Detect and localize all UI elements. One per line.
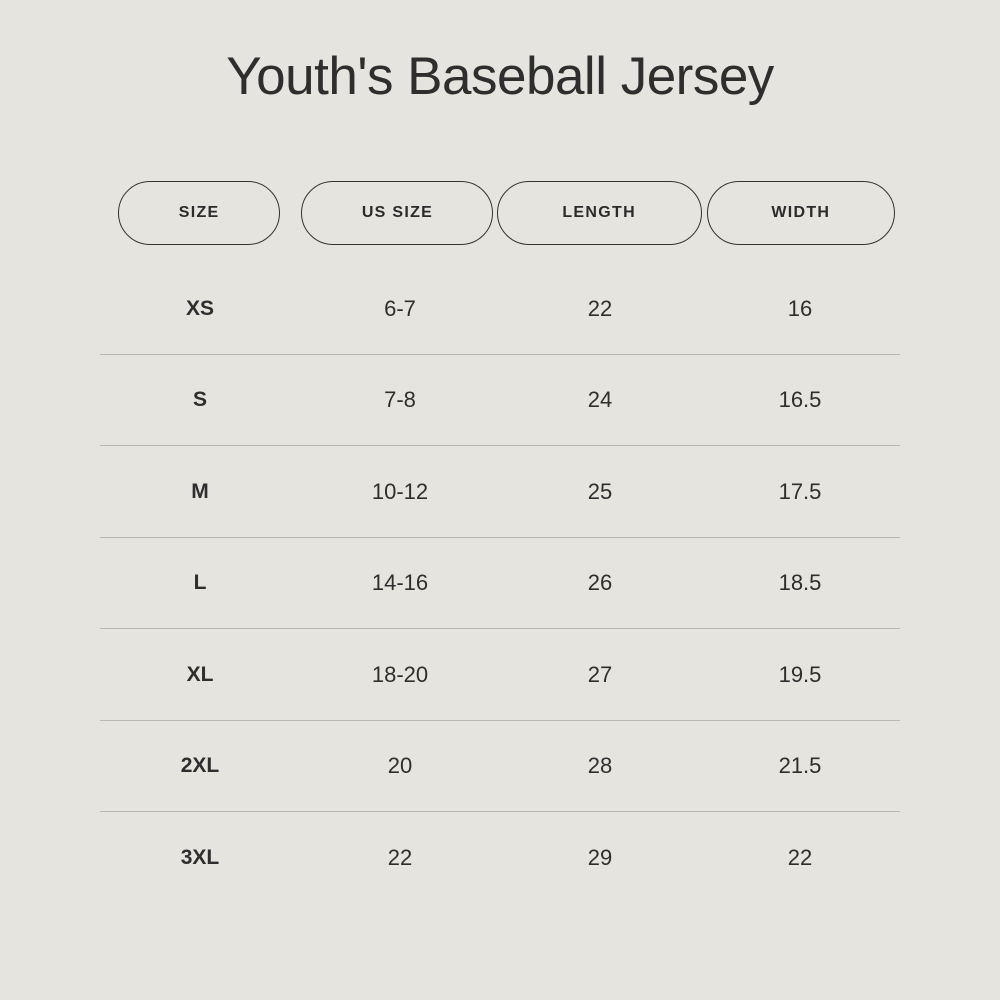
cell-us-size: 14-16 <box>371 570 429 596</box>
size-chart-table <box>100 106 900 903</box>
cell-width: 17.5 <box>778 478 822 504</box>
cell-us-size: 10-12 <box>371 478 429 504</box>
table-row <box>100 812 900 903</box>
table-row <box>100 629 900 721</box>
column-header-us-size: US SIZE <box>301 181 493 245</box>
cell-width: 16 <box>787 295 813 321</box>
page-title: Youth's Baseball Jersey <box>226 47 774 106</box>
cell-length: 24 <box>587 387 613 413</box>
cell-length: 28 <box>587 753 613 779</box>
cell-us-size: 22 <box>387 844 413 870</box>
cell-size: M <box>191 479 209 503</box>
table-row <box>100 538 900 630</box>
table-row <box>100 355 900 447</box>
cell-size: 2XL <box>180 754 220 778</box>
cell-width: 21.5 <box>778 753 822 779</box>
table-row <box>100 721 900 813</box>
cell-width: 22 <box>787 844 813 870</box>
cell-width: 18.5 <box>778 570 822 596</box>
cell-us-size: 7-8 <box>384 387 416 413</box>
cell-size: S <box>192 388 207 412</box>
table-header-row <box>100 181 900 245</box>
cell-size: 3XL <box>180 845 220 869</box>
cell-size: L <box>193 571 207 595</box>
cell-width: 16.5 <box>778 387 822 413</box>
cell-length: 25 <box>587 478 613 504</box>
table-body <box>100 263 900 903</box>
table-row <box>100 263 900 355</box>
column-header-size: SIZE <box>118 181 280 245</box>
column-header-width: WIDTH <box>707 181 895 245</box>
cell-size: XS <box>185 296 214 320</box>
header-cell-size <box>100 181 298 245</box>
header-cell-us-size <box>298 181 496 245</box>
cell-size: XL <box>186 662 214 686</box>
table-row <box>100 446 900 538</box>
cell-length: 26 <box>587 570 613 596</box>
cell-us-size: 6-7 <box>384 295 416 321</box>
cell-length: 22 <box>587 295 613 321</box>
cell-length: 29 <box>587 844 613 870</box>
column-header-length: LENGTH <box>497 181 702 245</box>
cell-us-size: 20 <box>387 753 413 779</box>
cell-us-size: 18-20 <box>371 661 429 687</box>
cell-width: 19.5 <box>778 661 822 687</box>
header-cell-length <box>497 181 702 245</box>
header-cell-width <box>702 181 900 245</box>
cell-length: 27 <box>587 661 613 687</box>
